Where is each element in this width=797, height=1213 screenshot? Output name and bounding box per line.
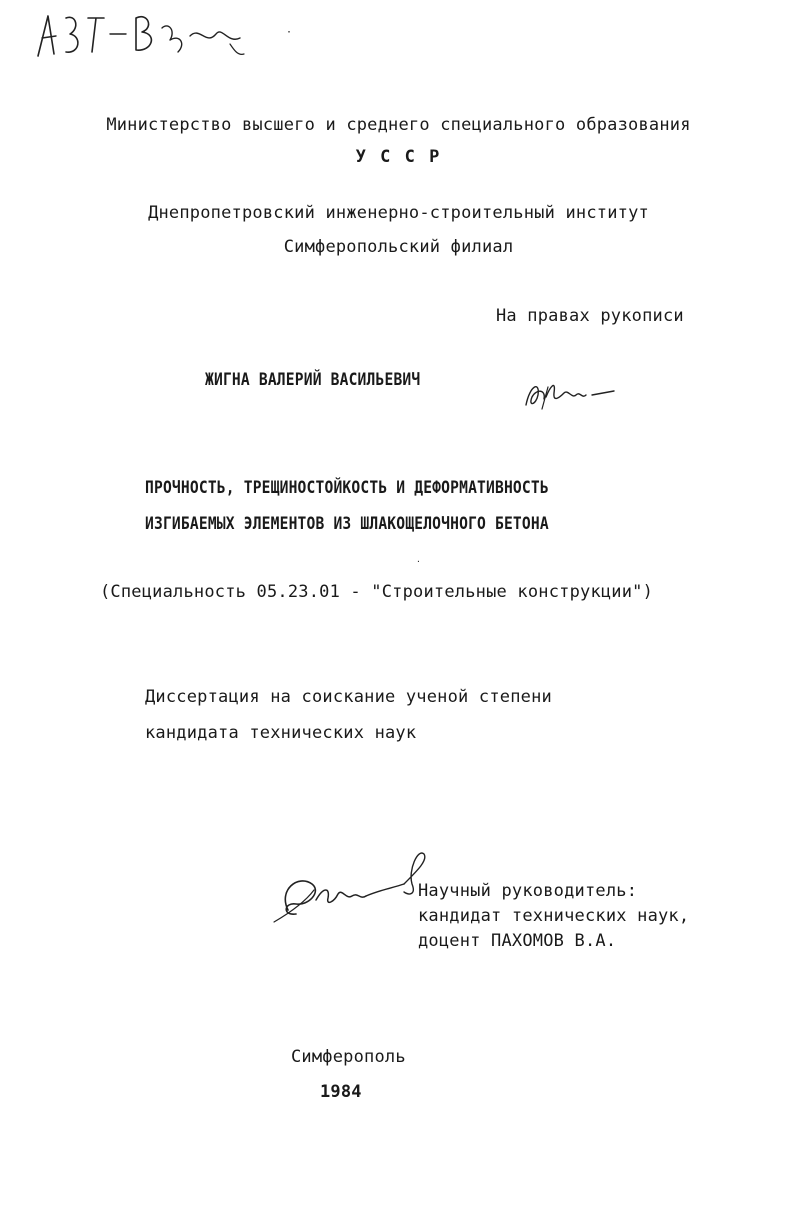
city-name: Симферополь — [291, 1047, 406, 1067]
small-mark: · — [286, 27, 293, 38]
institute-name: Днепропетровский инженерно-строительный институт — [148, 203, 649, 223]
degree-line-1: Диссертация на соискание ученой степени — [145, 687, 552, 707]
handwritten-archive-note — [30, 8, 260, 63]
author-name: ЖИГНА ВАЛЕРИЙ ВАСИЛЬЕВИЧ — [205, 370, 421, 390]
branch-name: Симферопольский филиал — [283, 237, 514, 257]
republic-heading: У С С Р — [355, 147, 442, 167]
specialty-line: (Специальность 05.23.01 - "Строительные конструкции") — [100, 582, 654, 602]
advisor-name: доцент ПАХОМОВ В.А. — [418, 931, 617, 951]
year: 1984 — [320, 1082, 362, 1102]
advisor-label: Научный руководитель: — [418, 881, 638, 901]
manuscript-rights-note: На правах рукописи — [496, 306, 684, 326]
dissertation-title-line-2: ИЗГИБАЕМЫХ ЭЛЕМЕНТОВ ИЗ ШЛАКОЩЕЛОЧНОГО БЕТОНА — [145, 514, 549, 534]
degree-line-2: кандидата технических наук — [145, 723, 417, 743]
dissertation-title-line-1: ПРОЧНОСТЬ, ТРЕЩИНОСТОЙКОСТЬ И ДЕФОРМАТИВНОСТЬ — [145, 478, 549, 498]
advisor-signature — [268, 850, 438, 930]
ministry-heading: Министерство высшего и среднего специального образования — [106, 115, 691, 135]
advisor-degree: кандидат технических наук, — [418, 906, 690, 926]
small-mark: · — [416, 557, 422, 566]
author-signature — [520, 375, 620, 415]
